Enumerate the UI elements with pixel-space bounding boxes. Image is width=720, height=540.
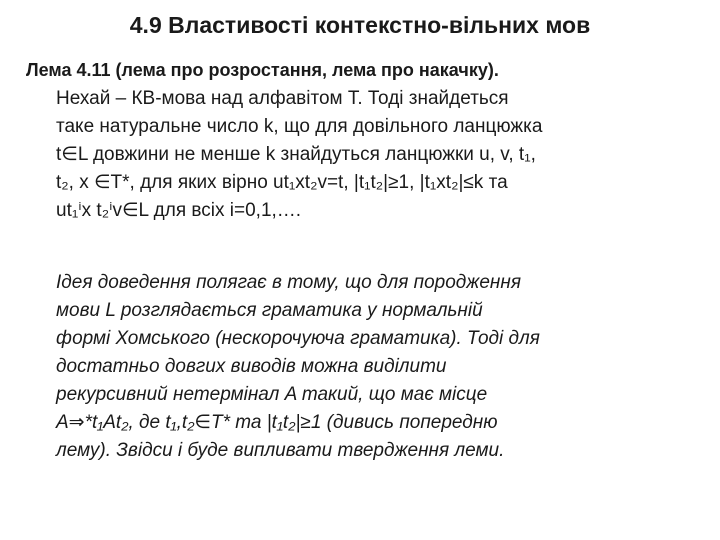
idea-line-2: мови L розглядається граматика у нормальній: [56, 300, 483, 321]
idea-line-1: Ідея доведення полягає в тому, що для породження: [56, 272, 521, 293]
idea-line-7: лему). Звідси і буде випливати твердження леми.: [56, 440, 505, 461]
lemma-line-3: t∈L довжини не менше k знайдуться ланцюжки u, v, t₁,: [56, 144, 536, 165]
lemma-line-5: ut₁ⁱx t₂ⁱv∈L для всіх i=0,1,….: [56, 200, 302, 221]
lemma-heading: Лема 4.11 (лема про розростання, лема про накачку).: [26, 60, 499, 80]
lemma-line-2: таке натуральне число k, що для довільного ланцюжка: [56, 116, 543, 137]
slide-title: 4.9 Властивості контекстно-вільних мов: [129, 12, 591, 38]
idea-line-4: достатньо довгих виводів можна виділити: [56, 356, 447, 377]
proof-idea: [56, 269, 706, 465]
idea-line-5: рекурсивний нетермінал A такий, що має місце: [56, 384, 488, 405]
lemma-statement: [56, 85, 706, 225]
lemma-line-4: t₂, x ∈T*, для яких вірно ut₁xt₂v=t, |t₁t₂|≥1, |t₁xt₂|≤k та: [56, 172, 508, 193]
idea-line-3: формі Хомського (нескорочуюча граматика). Тоді для: [56, 328, 540, 349]
lemma-line-1: Нехай – КВ-мова над алфавітом T. Тоді знайдеться: [56, 88, 509, 109]
idea-line-6: A⇒*t₁At₂, де t₁,t₂∈T* та |t₁t₂|≥1 (дивись попередню: [56, 412, 498, 433]
